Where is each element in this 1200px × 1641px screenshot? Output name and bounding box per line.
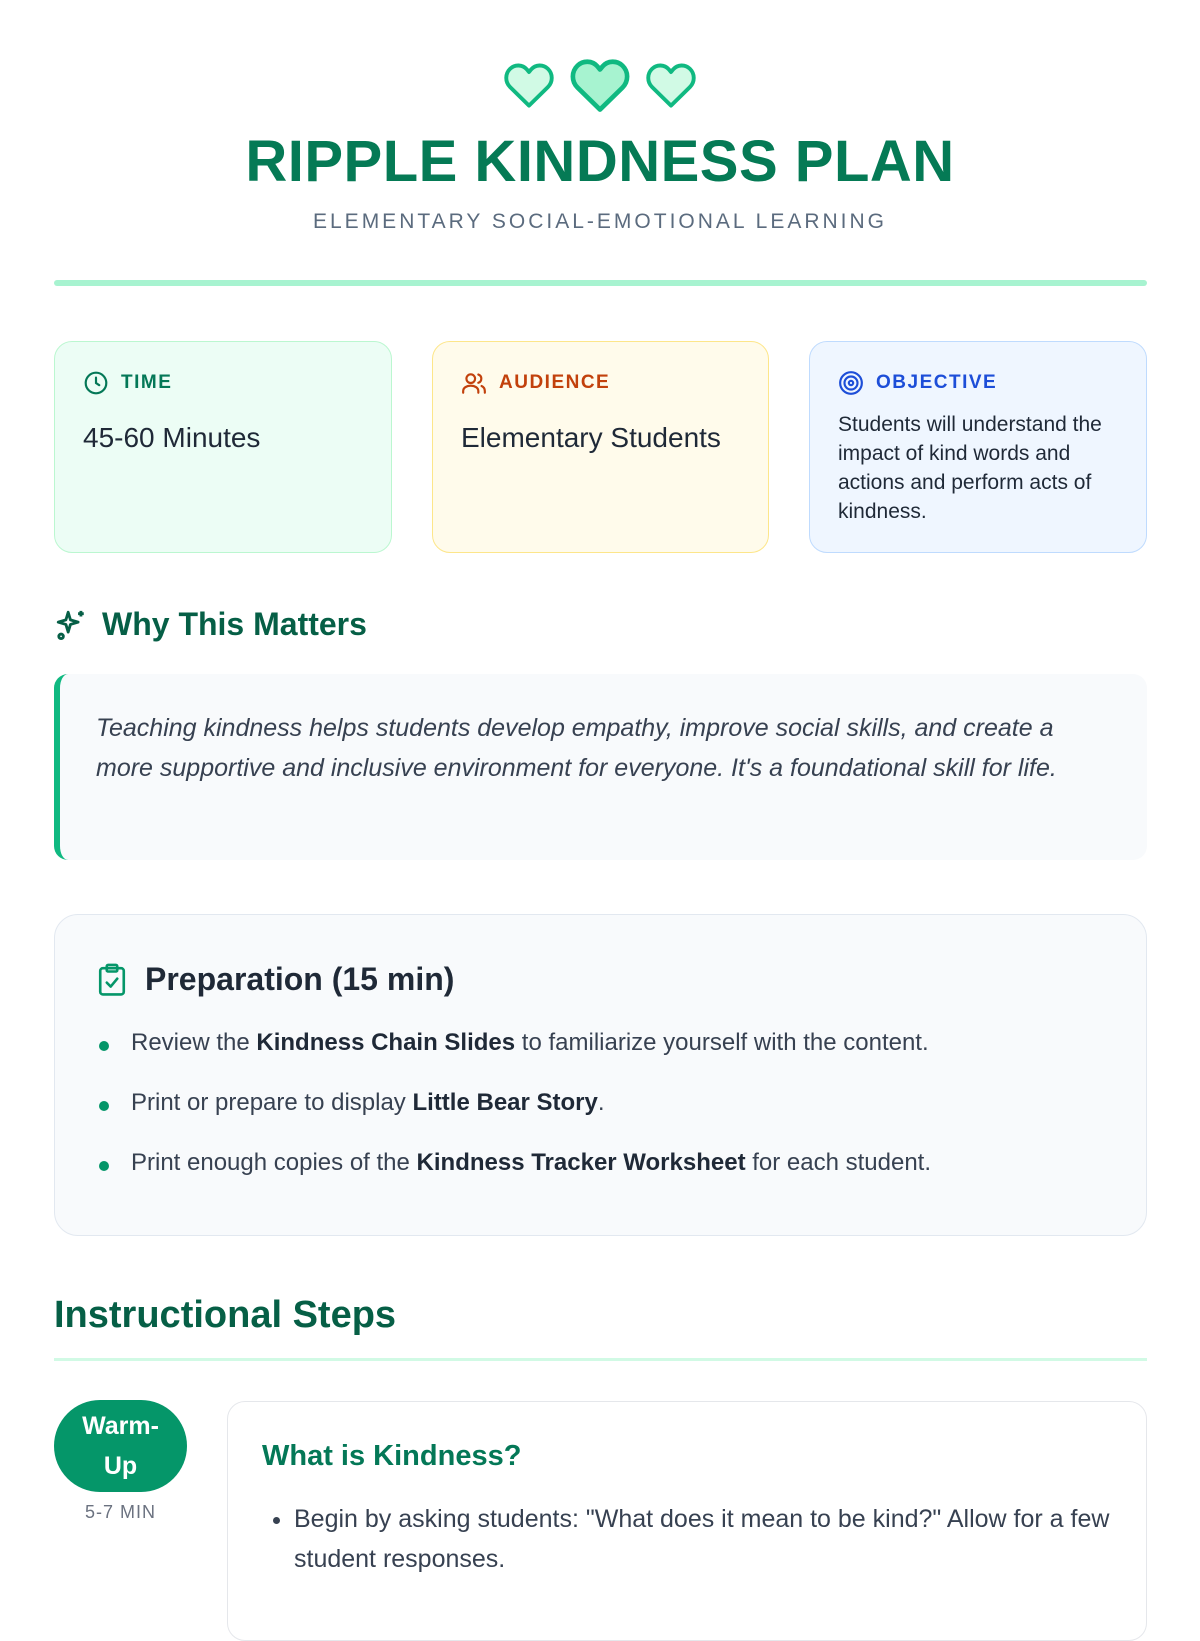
header-divider (54, 280, 1147, 286)
badge-line-1: Warm- (82, 1412, 159, 1440)
steps-heading: Instructional Steps (54, 1294, 397, 1336)
target-icon (838, 370, 864, 396)
list-item: Print enough copies of the Kindness Tracker Worksheet for each student. (97, 1148, 1104, 1178)
preparation-heading-text: Preparation (15 min) (145, 961, 455, 997)
step-badge-warmup (54, 1400, 187, 1492)
clock-icon (83, 370, 109, 396)
sparkles-icon (54, 608, 88, 642)
objective-label: OBJECTIVE (876, 372, 998, 393)
steps-divider (54, 1358, 1147, 1361)
objective-card-header (838, 370, 1118, 396)
badge-line-2: Up (103, 1452, 138, 1480)
time-card (54, 341, 392, 553)
step-duration: 5-7 MIN (84, 1502, 156, 1522)
step-card-warmup (227, 1401, 1147, 1641)
list-item: • Begin by asking students: "What does it mean to be kind?" Allow for a few student responses. (294, 1499, 1112, 1579)
list-item: Print or prepare to display Little Bear Story. (97, 1088, 1104, 1118)
why-heading-text: Why This Matters (102, 606, 367, 642)
page-title: RIPPLE KINDNESS PLAN (245, 129, 955, 194)
audience-value: Elementary Students (461, 422, 721, 453)
why-text: Teaching kindness helps students develop empathy, improve social skills, and create a more supportive and inclusive environment for everyone. It's a foundational skill for life. (96, 714, 1057, 782)
time-value: 45-60 Minutes (83, 422, 261, 453)
time-card-header (83, 370, 363, 396)
heart-icon (645, 61, 697, 109)
heart-icon (569, 56, 631, 114)
list-item: Review the Kindness Chain Slides to familiarize yourself with the content. (97, 1028, 1104, 1058)
audience-card (432, 341, 769, 553)
preparation-list (97, 1028, 1104, 1178)
objective-value: Students will understand the impact of kind words and actions and perform acts of kindness. (838, 413, 1102, 523)
step-bullets (262, 1499, 1112, 1579)
step-title: What is Kindness? (262, 1440, 522, 1472)
time-label: TIME (121, 372, 173, 393)
audience-label: AUDIENCE (499, 372, 611, 393)
why-callout (54, 674, 1147, 860)
clipboard-check-icon (97, 963, 127, 997)
hearts-decoration (0, 56, 1200, 114)
objective-card (809, 341, 1147, 553)
page-subtitle: ELEMENTARY SOCIAL-EMOTIONAL LEARNING (313, 210, 887, 233)
why-heading (54, 606, 367, 643)
heart-icon (503, 61, 555, 109)
preparation-heading (97, 961, 1104, 998)
preparation-panel (54, 914, 1147, 1236)
audience-card-header (461, 370, 740, 396)
users-icon (461, 370, 487, 396)
